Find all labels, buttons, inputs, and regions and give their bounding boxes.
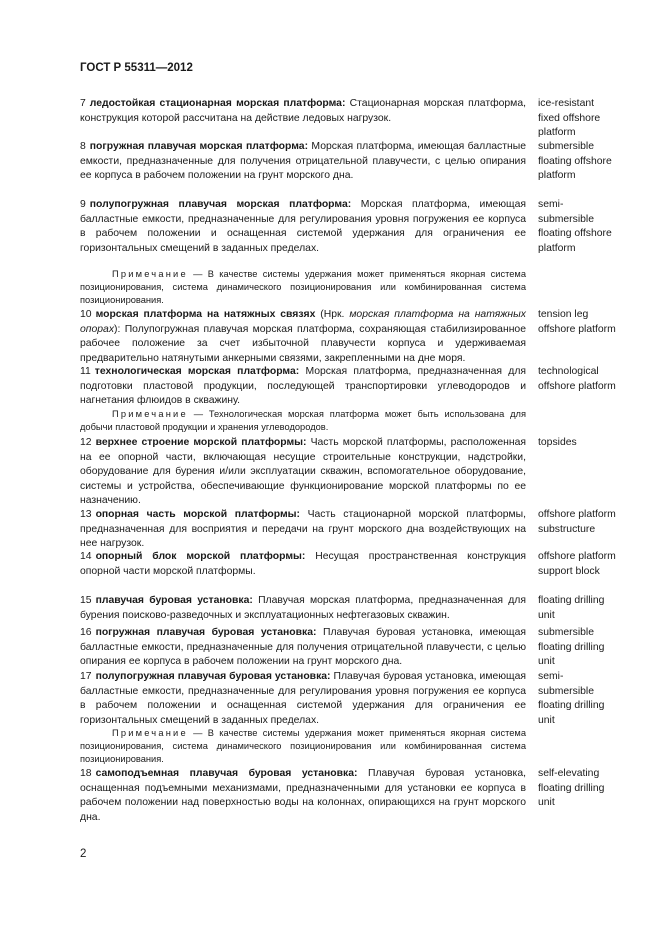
term-title: полупогружная плавучая буровая установка: — [95, 671, 331, 682]
term-english: submersible floating offshore platform — [538, 141, 612, 182]
term-number: 10 — [80, 309, 92, 320]
term-number: 7 — [80, 98, 86, 109]
term-english: ice-resistant fixed offshore platform — [538, 98, 601, 139]
term-english: floating drilling unit — [538, 595, 605, 621]
term-text: Морская платформа, имеющая балластные емкости, предназначенные для получения отрицательной плавучести, с целью опирания ее корпуса в рабочем положении на грунт морского дна. — [80, 141, 526, 182]
term-definition — [80, 508, 526, 552]
note-text — [80, 727, 526, 765]
term-english: semi-submersible floating drilling unit — [538, 671, 605, 726]
term-definition — [80, 97, 526, 126]
term-pre: (Нрк. — [320, 309, 345, 320]
term-title: верхнее строение морской платформы: — [95, 437, 307, 448]
term-number: 15 — [80, 595, 92, 606]
term-definition — [80, 308, 526, 366]
term-title: ледостойкая стационарная морская платформа: — [89, 98, 346, 109]
term-title: технологическая морская платформа: — [94, 366, 300, 377]
term-number: 12 — [80, 437, 92, 448]
term-text: Плавучая морская платформа, предназначенная для бурения поисково-разведочных и эксплуатационных нефтегазовых скважин. — [80, 595, 527, 621]
term-text: Плавучая буровая установка, оснащенная подъемными механизмами, предназначенными для установки ее корпуса в рабочем положении над поверхностью воды на колоннах, опирающихся на грунт морского дна. — [80, 768, 526, 823]
document-header: ГОСТ Р 55311—2012 — [80, 62, 193, 74]
term-title: плавучая буровая установка: — [95, 595, 253, 606]
term-title: морская платформа на натяжных связях — [95, 309, 316, 320]
note-body: — В качестве системы удержания может применяться якорная система позиционирования, система динамического позиционирования или комбинированная система позиционирования. — [80, 728, 526, 764]
term-definition — [80, 436, 526, 509]
term-text: Стационарная морская платформа, конструкция которой рассчитана на действие ледовых нагрузок. — [80, 98, 526, 124]
term-definition — [80, 140, 526, 184]
term-text: Морская платформа, имеющая балластные емкости, предназначенные для регулирования уровня погружения ее корпуса в рабочем положении и оснащенная системой удержания для ограничения ее горизонтальных смещений в заданных пределах. — [80, 199, 526, 254]
term-text: Несущая пространственная конструкция опорной части морской платформы. — [80, 551, 527, 577]
note-body: — В качестве системы удержания может применяться якорная система позиционирования, система динамического позиционирования или комбинированная система позиционирования. — [80, 269, 526, 305]
term-number: 11 — [80, 366, 91, 377]
term-definition — [80, 594, 526, 623]
term-title: полупогружная плавучая морская платформа: — [89, 199, 352, 210]
term-text: ): Полупогружная плавучая морская платформа, сохраняющая стабилизированное рабочее положение за счет избыточной плавучести корпуса и удерживаемая предварительно натянутыми анкерными связями, закрепленными на дне моря. — [80, 323, 526, 364]
term-number: 9 — [80, 199, 86, 210]
term-title: самоподъемная плавучая буровая установка: — [95, 768, 358, 779]
term-english: topsides — [538, 437, 577, 448]
term-english: self-elevating floating drilling unit — [538, 768, 605, 809]
note-body: — Технологическая морская платформа может быть использована для добычи пластовой продукции и хранения углеводородов. — [80, 409, 526, 432]
note-label: Примечание — [112, 728, 188, 738]
term-definition — [80, 550, 526, 579]
term-title: опорная часть морской платформы: — [95, 509, 300, 520]
term-title: погружная плавучая морская платформа: — [89, 141, 309, 152]
term-definition — [80, 767, 526, 825]
note-text — [80, 268, 526, 306]
note-text — [80, 408, 526, 434]
term-text: Часть морской платформы, расположенная на ее опорной части, включающая несущие строительные конструкции, надстройки, оборудование для бурения и/или эксплуатации скважин, вспомогательное оборудование, системы и устройства, обеспечивающие функционирование морской платформы по ее назначению. — [80, 437, 526, 507]
term-definition — [80, 198, 526, 256]
term-number: 13 — [80, 509, 92, 520]
term-number: 18 — [80, 768, 92, 779]
term-text: Плавучая буровая установка, имеющая балластные емкости, предназначенные для регулирования уровня погружения ее корпуса в рабочем положении и оснащенная системой удержания для ограничения ее горизонтальных смещений в заданных пределах. — [80, 671, 526, 726]
term-english: semi-submersible floating offshore platform — [538, 199, 612, 254]
term-english: tension leg offshore platform — [538, 309, 616, 335]
page-number: 2 — [80, 848, 87, 860]
term-title: погружная плавучая буровая установка: — [95, 627, 317, 638]
term-text: Плавучая буровая установка, имеющая балластные емкости, предназначенные для получения отрицательной плавучести, с целью опирания ее корпуса в рабочем положении на грунт морского дна. — [80, 627, 526, 668]
term-text: Часть стационарной морской платформы, предназначенная для восприятия и передачи на грунт морского дна воздействующих на нее нагрузок. — [80, 509, 526, 550]
term-number: 16 — [80, 627, 92, 638]
term-deprecated: морская платформа на натяжных опорах — [80, 309, 526, 335]
term-title: опорный блок морской платформы: — [95, 551, 306, 562]
term-english: offshore platform support block — [538, 551, 616, 577]
note-label: Примечание — [112, 409, 188, 419]
term-definition — [80, 365, 526, 409]
term-number: 8 — [80, 141, 86, 152]
term-number: 17 — [80, 671, 92, 682]
term-english: offshore platform substructure — [538, 509, 616, 535]
term-english: technological offshore platform — [538, 366, 616, 392]
term-english: submersible floating drilling unit — [538, 627, 605, 668]
term-number: 14 — [80, 551, 92, 562]
term-definition — [80, 670, 526, 728]
term-definition — [80, 626, 526, 670]
term-text: Морская платформа, предназначенная для подготовки пластовой продукции, последующей транспортировки углеводородов и нагнетания флюидов в скважину. — [80, 366, 527, 407]
note-label: Примечание — [112, 269, 188, 279]
